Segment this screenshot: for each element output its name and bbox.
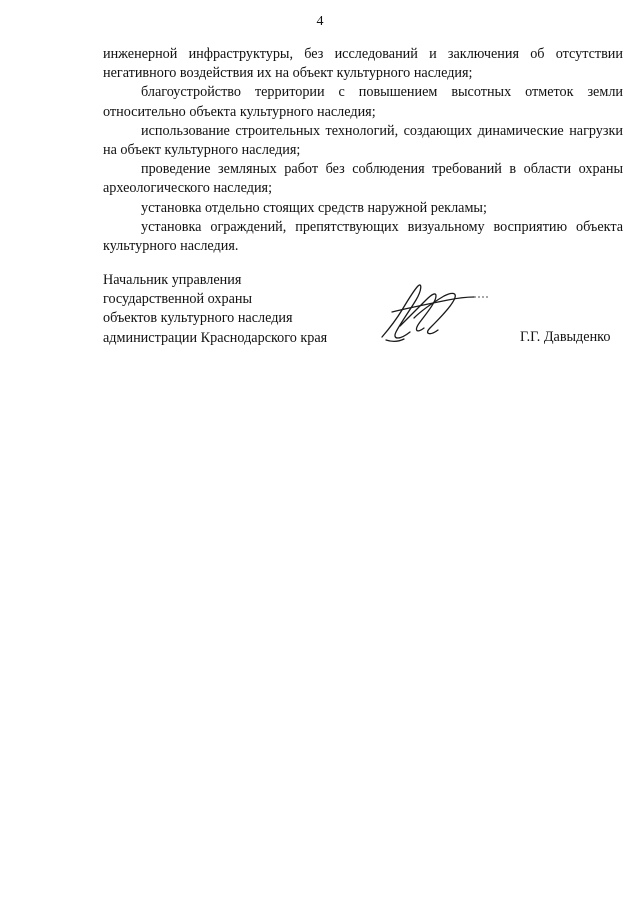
signatory-title-line: государственной охраны [103, 291, 253, 308]
list-item: использование строительных технологий, создающих динамические нагрузки на объект культурного наследия; [103, 122, 623, 159]
document-body [103, 45, 623, 256]
list-item: установка ограждений, препятствующих визуальному восприятию объекта культурного наследия. [103, 218, 623, 255]
signatory-title-line: Начальник управления [103, 272, 242, 288]
signatory-title-line: объектов культурного наследия [103, 310, 293, 327]
signer-name: Г.Г. Давыденко [520, 329, 611, 345]
list-item: проведение земляных работ без соблюдения требований в области охраны археологического наследия; [103, 161, 623, 197]
paragraph-continuation: инженерной инфраструктуры, без исследований и заключения об отсутствии негативного воздействия их на объект культурного наследия; [103, 46, 623, 82]
list-item: благоустройство территории с повышением высотных отметок земли относительно объекта культурного наследия; [103, 84, 623, 120]
handwritten-signature [378, 282, 490, 346]
signatory-title-line: администрации Краснодарского края [103, 329, 328, 346]
page-number: 4 [316, 14, 324, 29]
signatory-title [103, 271, 327, 348]
list-item: установка отдельно стоящих средств наружной рекламы; [141, 199, 487, 216]
